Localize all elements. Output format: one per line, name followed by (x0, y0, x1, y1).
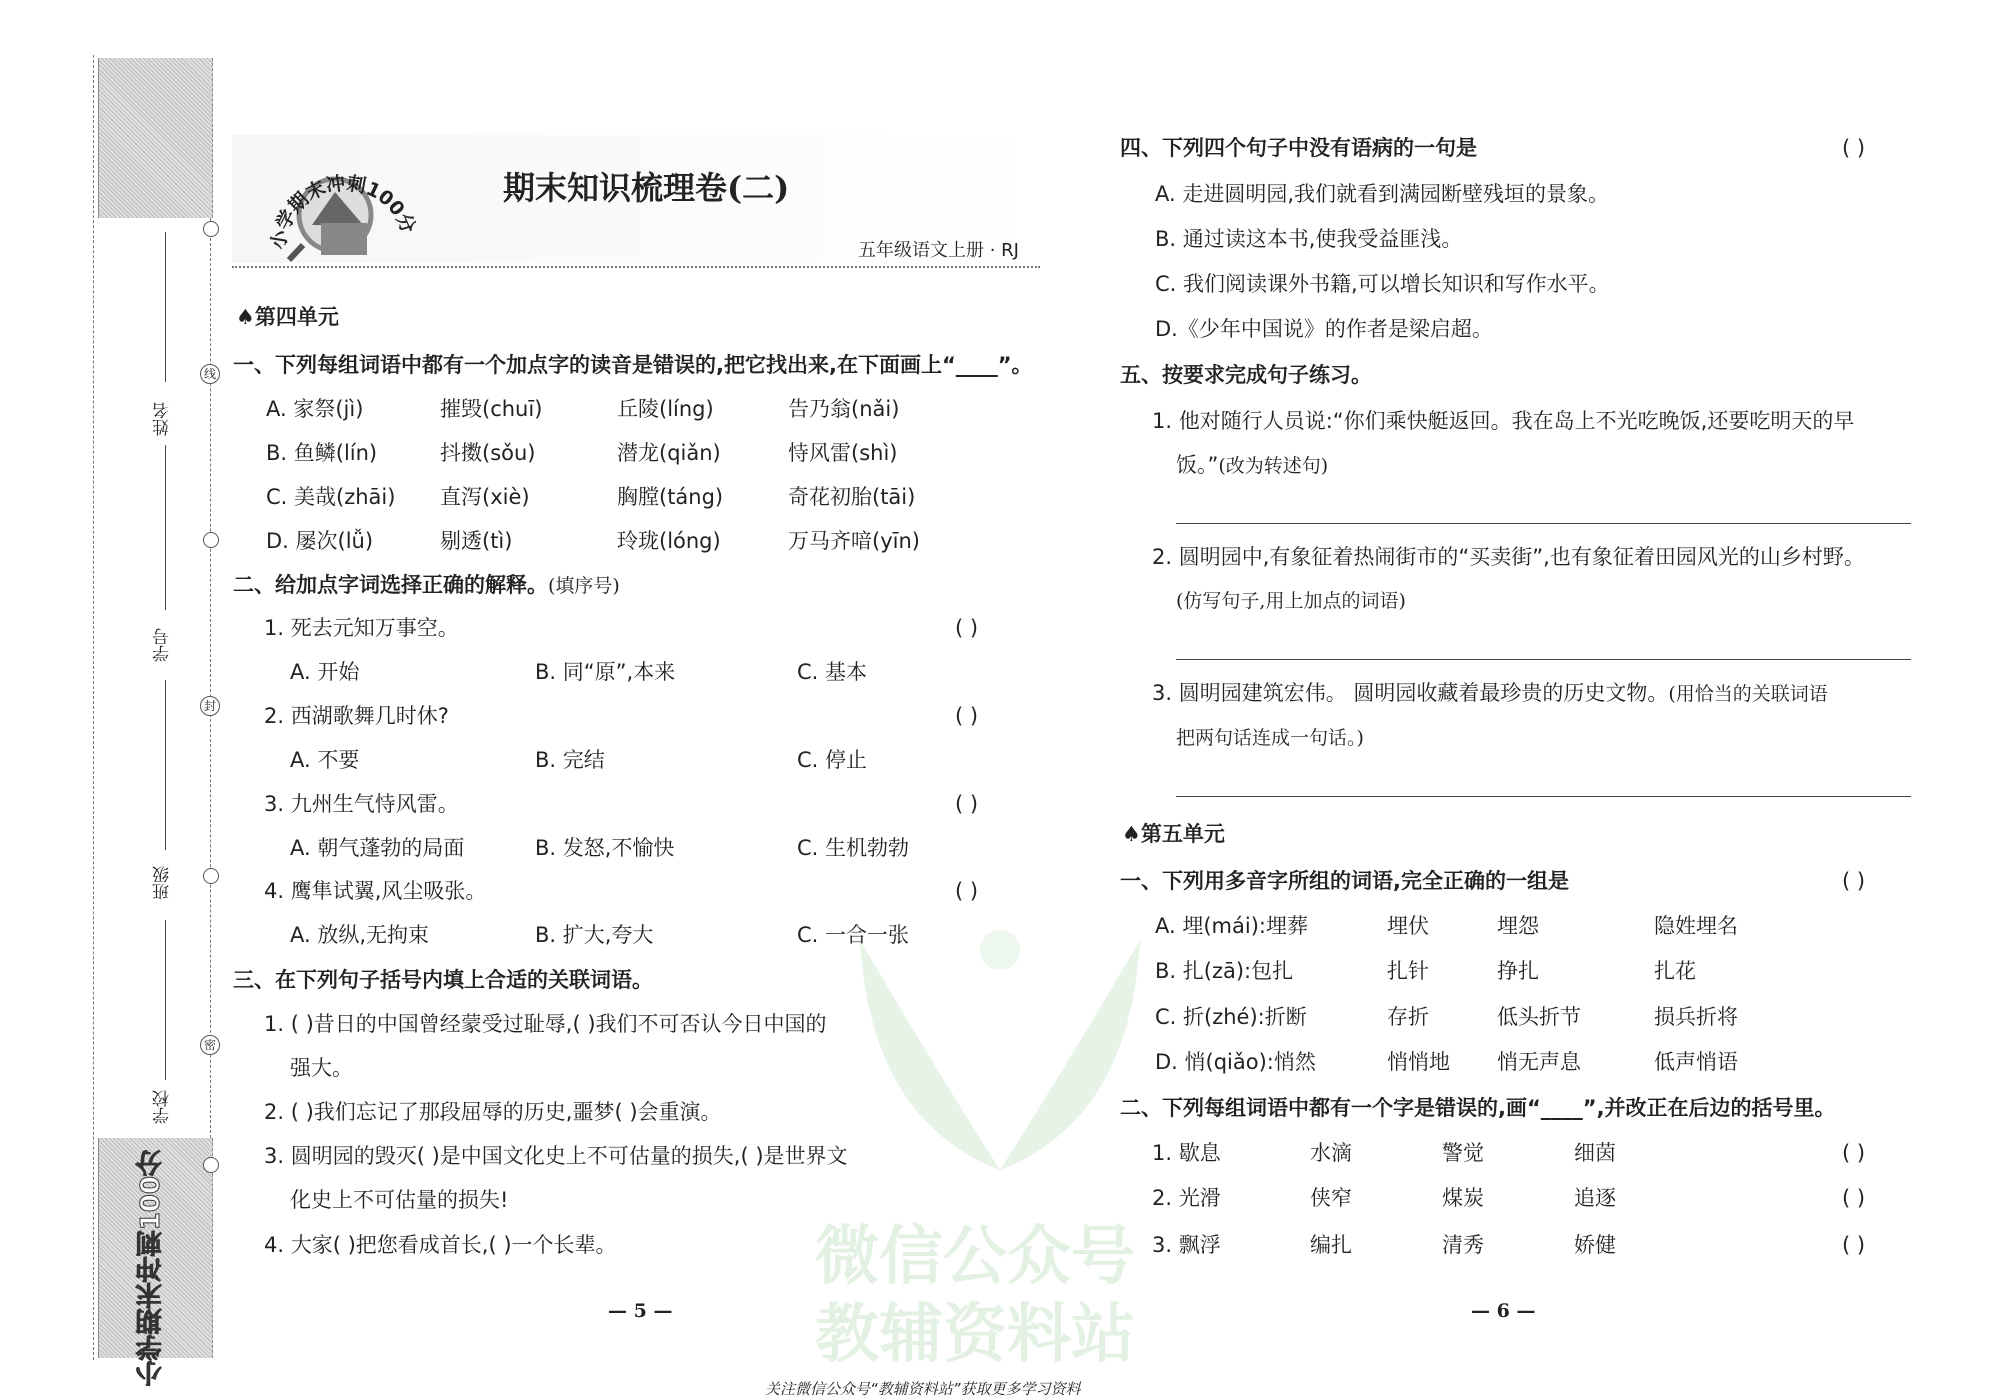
option: 低头折节 (1497, 1005, 1581, 1029)
binding-hole-icon (203, 1157, 219, 1173)
binding-hole-icon (203, 868, 219, 884)
word: 侠窄 (1310, 1186, 1352, 1210)
answer-bracket[interactable]: ( ) (955, 879, 979, 903)
option: B. 扎(zā):包扎 (1155, 959, 1294, 983)
word: 娇健 (1574, 1233, 1616, 1257)
page-title: 期末知识梳理卷(二) (503, 169, 790, 207)
logo-badge (255, 132, 425, 267)
option: 低声悄语 (1654, 1050, 1738, 1074)
answer-bracket[interactable]: ( ) (955, 616, 979, 640)
answer-bracket[interactable]: ( ) (955, 704, 979, 728)
option: B. 完结 (535, 748, 605, 772)
unit-five-heading: ♠第五单元 (1122, 822, 1225, 846)
option: D.《少年中国说》的作者是梁启超。 (1155, 317, 1493, 341)
leaf-logo-icon (840, 920, 1160, 1180)
subtitle: 五年级语文上册 · RJ (858, 240, 1019, 261)
option: 摧毁(chuī) (440, 397, 543, 421)
seal-line: 线 (200, 364, 220, 384)
fill-sentence[interactable]: 3. 圆明园的毁灭( )是中国文化史上不可估量的损失,( )是世界文 (264, 1144, 848, 1168)
option: 万马齐喑(yīn) (788, 529, 920, 553)
word: 2. 光滑 (1152, 1186, 1221, 1210)
option: A. 埋(mái):埋葬 (1155, 914, 1308, 938)
option: A. 家祭(jì) (266, 397, 364, 421)
option: 告乃翁(nǎi) (788, 397, 900, 421)
question: 2. 西湖歌舞几时休? (264, 704, 449, 728)
option: 扎花 (1654, 959, 1696, 983)
u5-q2-title: 二、下列每组词语中都有一个字是错误的,画“____”,并改正在后边的括号里。 (1120, 1096, 1836, 1120)
answer-bracket[interactable]: ( ) (1842, 1233, 1866, 1257)
option: A. 开始 (290, 660, 360, 684)
option: 丘陵(líng) (617, 397, 714, 421)
question: 2. 圆明园中,有象征着热闹街市的“买卖街”,也有象征着田园风光的山乡村野。 (1152, 545, 1865, 569)
option: D. 悄(qiǎo):悄然 (1155, 1050, 1316, 1074)
option: B. 同“原”,本来 (535, 660, 676, 684)
student-id-label: 学号 (153, 628, 173, 662)
option: 奇花初胎(tāi) (788, 485, 916, 509)
q2-title: 二、给加点字词选择正确的解释。(填序号) (233, 573, 620, 597)
fill-sentence-cont: 强大。 (290, 1056, 353, 1080)
question: 3. 圆明园建筑宏伟。 圆明园收藏着最珍贵的历史文物。(用恰当的关联词语 (1152, 681, 1828, 705)
spade-icon: ♠ (1122, 822, 1141, 846)
watermark-line2: 教辅资料站 (815, 1298, 1135, 1372)
page-number-6: — 6 — (1471, 1300, 1536, 1322)
option: A. 不要 (290, 748, 360, 772)
word: 水滴 (1310, 1141, 1352, 1165)
answer-line[interactable] (1176, 796, 1911, 797)
option: A. 放纵,无拘束 (290, 923, 430, 947)
u5-q1-title: 一、下列用多音字所组的词语,完全正确的一组是 (1120, 869, 1569, 893)
answer-line[interactable] (1176, 659, 1911, 660)
word: 3. 飘浮 (1152, 1233, 1221, 1257)
option: C. 生机勃勃 (797, 836, 910, 860)
binding-hole-icon (203, 221, 219, 237)
question: 4. 鹰隼试翼,风尘吸张。 (264, 879, 487, 903)
option: 悄无声息 (1497, 1050, 1581, 1074)
option: D. 屡次(lǚ) (266, 529, 374, 553)
option: B. 通过读这本书,使我受益匪浅。 (1155, 227, 1463, 251)
q5-title: 五、按要求完成句子练习。 (1120, 363, 1372, 387)
answer-bracket[interactable]: ( ) (1842, 136, 1866, 160)
question: 1. 他对随行人员说:“你们乘快艇返回。我在岛上不光吃晚饭,还要吃明天的早 (1152, 409, 1855, 433)
gutter-top-pattern (98, 58, 213, 218)
option: 潜龙(qiǎn) (617, 441, 721, 465)
option: 悄悄地 (1387, 1050, 1450, 1074)
option: 损兵折将 (1654, 1005, 1738, 1029)
option: C. 一合一张 (797, 923, 910, 947)
unit-four-heading: ♠第四单元 (236, 305, 339, 329)
option: C. 美哉(zhāi) (266, 485, 396, 509)
svg-text:小学期末冲刺100分 (267, 171, 420, 250)
word: 追逐 (1574, 1186, 1616, 1210)
option: 剔透(tì) (440, 529, 513, 553)
watermark-line1: 微信公众号 (815, 1220, 1135, 1294)
answer-bracket[interactable]: ( ) (955, 792, 979, 816)
answer-bracket[interactable]: ( ) (1842, 1141, 1866, 1165)
word: 清秀 (1442, 1233, 1484, 1257)
option: C. 停止 (797, 748, 868, 772)
option: 胸膛(táng) (617, 485, 724, 509)
option: C. 折(zhé):折断 (1155, 1005, 1307, 1029)
gutter-brand: 小学期末冲刺100分 (136, 1150, 166, 1387)
question-cont: 饭。”(改为转述句) (1176, 453, 1329, 477)
class-label: 班级 (153, 866, 173, 900)
option: B. 发怒,不愉快 (535, 836, 675, 860)
option: 埋伏 (1387, 914, 1429, 938)
word: 细茵 (1574, 1141, 1616, 1165)
fill-sentence[interactable]: 2. ( )我们忘记了那段屈辱的历史,噩梦( )会重演。 (264, 1100, 722, 1124)
option: 直泻(xiè) (440, 485, 530, 509)
option: 隐姓埋名 (1654, 914, 1738, 938)
option: B. 扩大,夸大 (535, 923, 654, 947)
q1-title: 一、下列每组词语中都有一个加点字的读音是错误的,把它找出来,在下面画上“____”。 (233, 353, 1033, 377)
question-note: (仿写句子,用上加点的词语) (1176, 590, 1406, 612)
q3-title: 三、在下列句子括号内填上合适的关联词语。 (233, 968, 653, 992)
fill-sentence-cont: 化史上不可估量的损失! (290, 1188, 509, 1212)
option: 恃风雷(shì) (788, 441, 898, 465)
spade-icon: ♠ (236, 305, 255, 329)
school-label: 学校 (153, 1090, 173, 1124)
option: A. 走进圆明园,我们就看到满园断壁残垣的景象。 (1155, 182, 1610, 206)
answer-bracket[interactable]: ( ) (1842, 1186, 1866, 1210)
q4-title: 四、下列四个句子中没有语病的一句是 (1120, 136, 1477, 160)
question: 3. 九州生气恃风雷。 (264, 792, 459, 816)
question-note: 把两句话连成一句话。) (1176, 727, 1364, 749)
option: B. 鱼鳞(lín) (266, 441, 378, 465)
seal-secret: 密 (200, 1035, 220, 1055)
option: A. 朝气蓬勃的局面 (290, 836, 465, 860)
fill-sentence[interactable]: 1. ( )昔日的中国曾经蒙受过耻辱,( )我们不可否认今日中国的 (264, 1012, 827, 1036)
option: 玲珑(lóng) (617, 529, 721, 553)
logo-text: 小学期末冲刺100分 (267, 172, 420, 251)
word: 煤炭 (1442, 1186, 1484, 1210)
option: 挣扎 (1497, 959, 1539, 983)
option: 存折 (1387, 1005, 1429, 1029)
fill-sentence[interactable]: 4. 大家( )把您看成首长,( )一个长辈。 (264, 1233, 617, 1257)
name-label: 姓名 (153, 402, 173, 436)
option: C. 基本 (797, 660, 868, 684)
option: 埋怨 (1497, 914, 1539, 938)
word: 1. 歇息 (1152, 1141, 1221, 1165)
page-number-5: — 5 — (608, 1300, 673, 1322)
word: 警觉 (1442, 1141, 1484, 1165)
answer-line[interactable] (1176, 523, 1911, 524)
option: 抖擞(sǒu) (440, 441, 536, 465)
answer-bracket[interactable]: ( ) (1842, 869, 1866, 893)
footer-note: 关注微信公众号“教辅资料站”获取更多学习资料 (765, 1380, 1081, 1398)
binding-hole-icon (203, 532, 219, 548)
option: C. 我们阅读课外书籍,可以增长知识和写作水平。 (1155, 272, 1610, 296)
option: 扎针 (1387, 959, 1429, 983)
seal-seal: 封 (200, 696, 220, 716)
word: 编扎 (1310, 1233, 1352, 1257)
question: 1. 死去元知万事空。 (264, 616, 459, 640)
